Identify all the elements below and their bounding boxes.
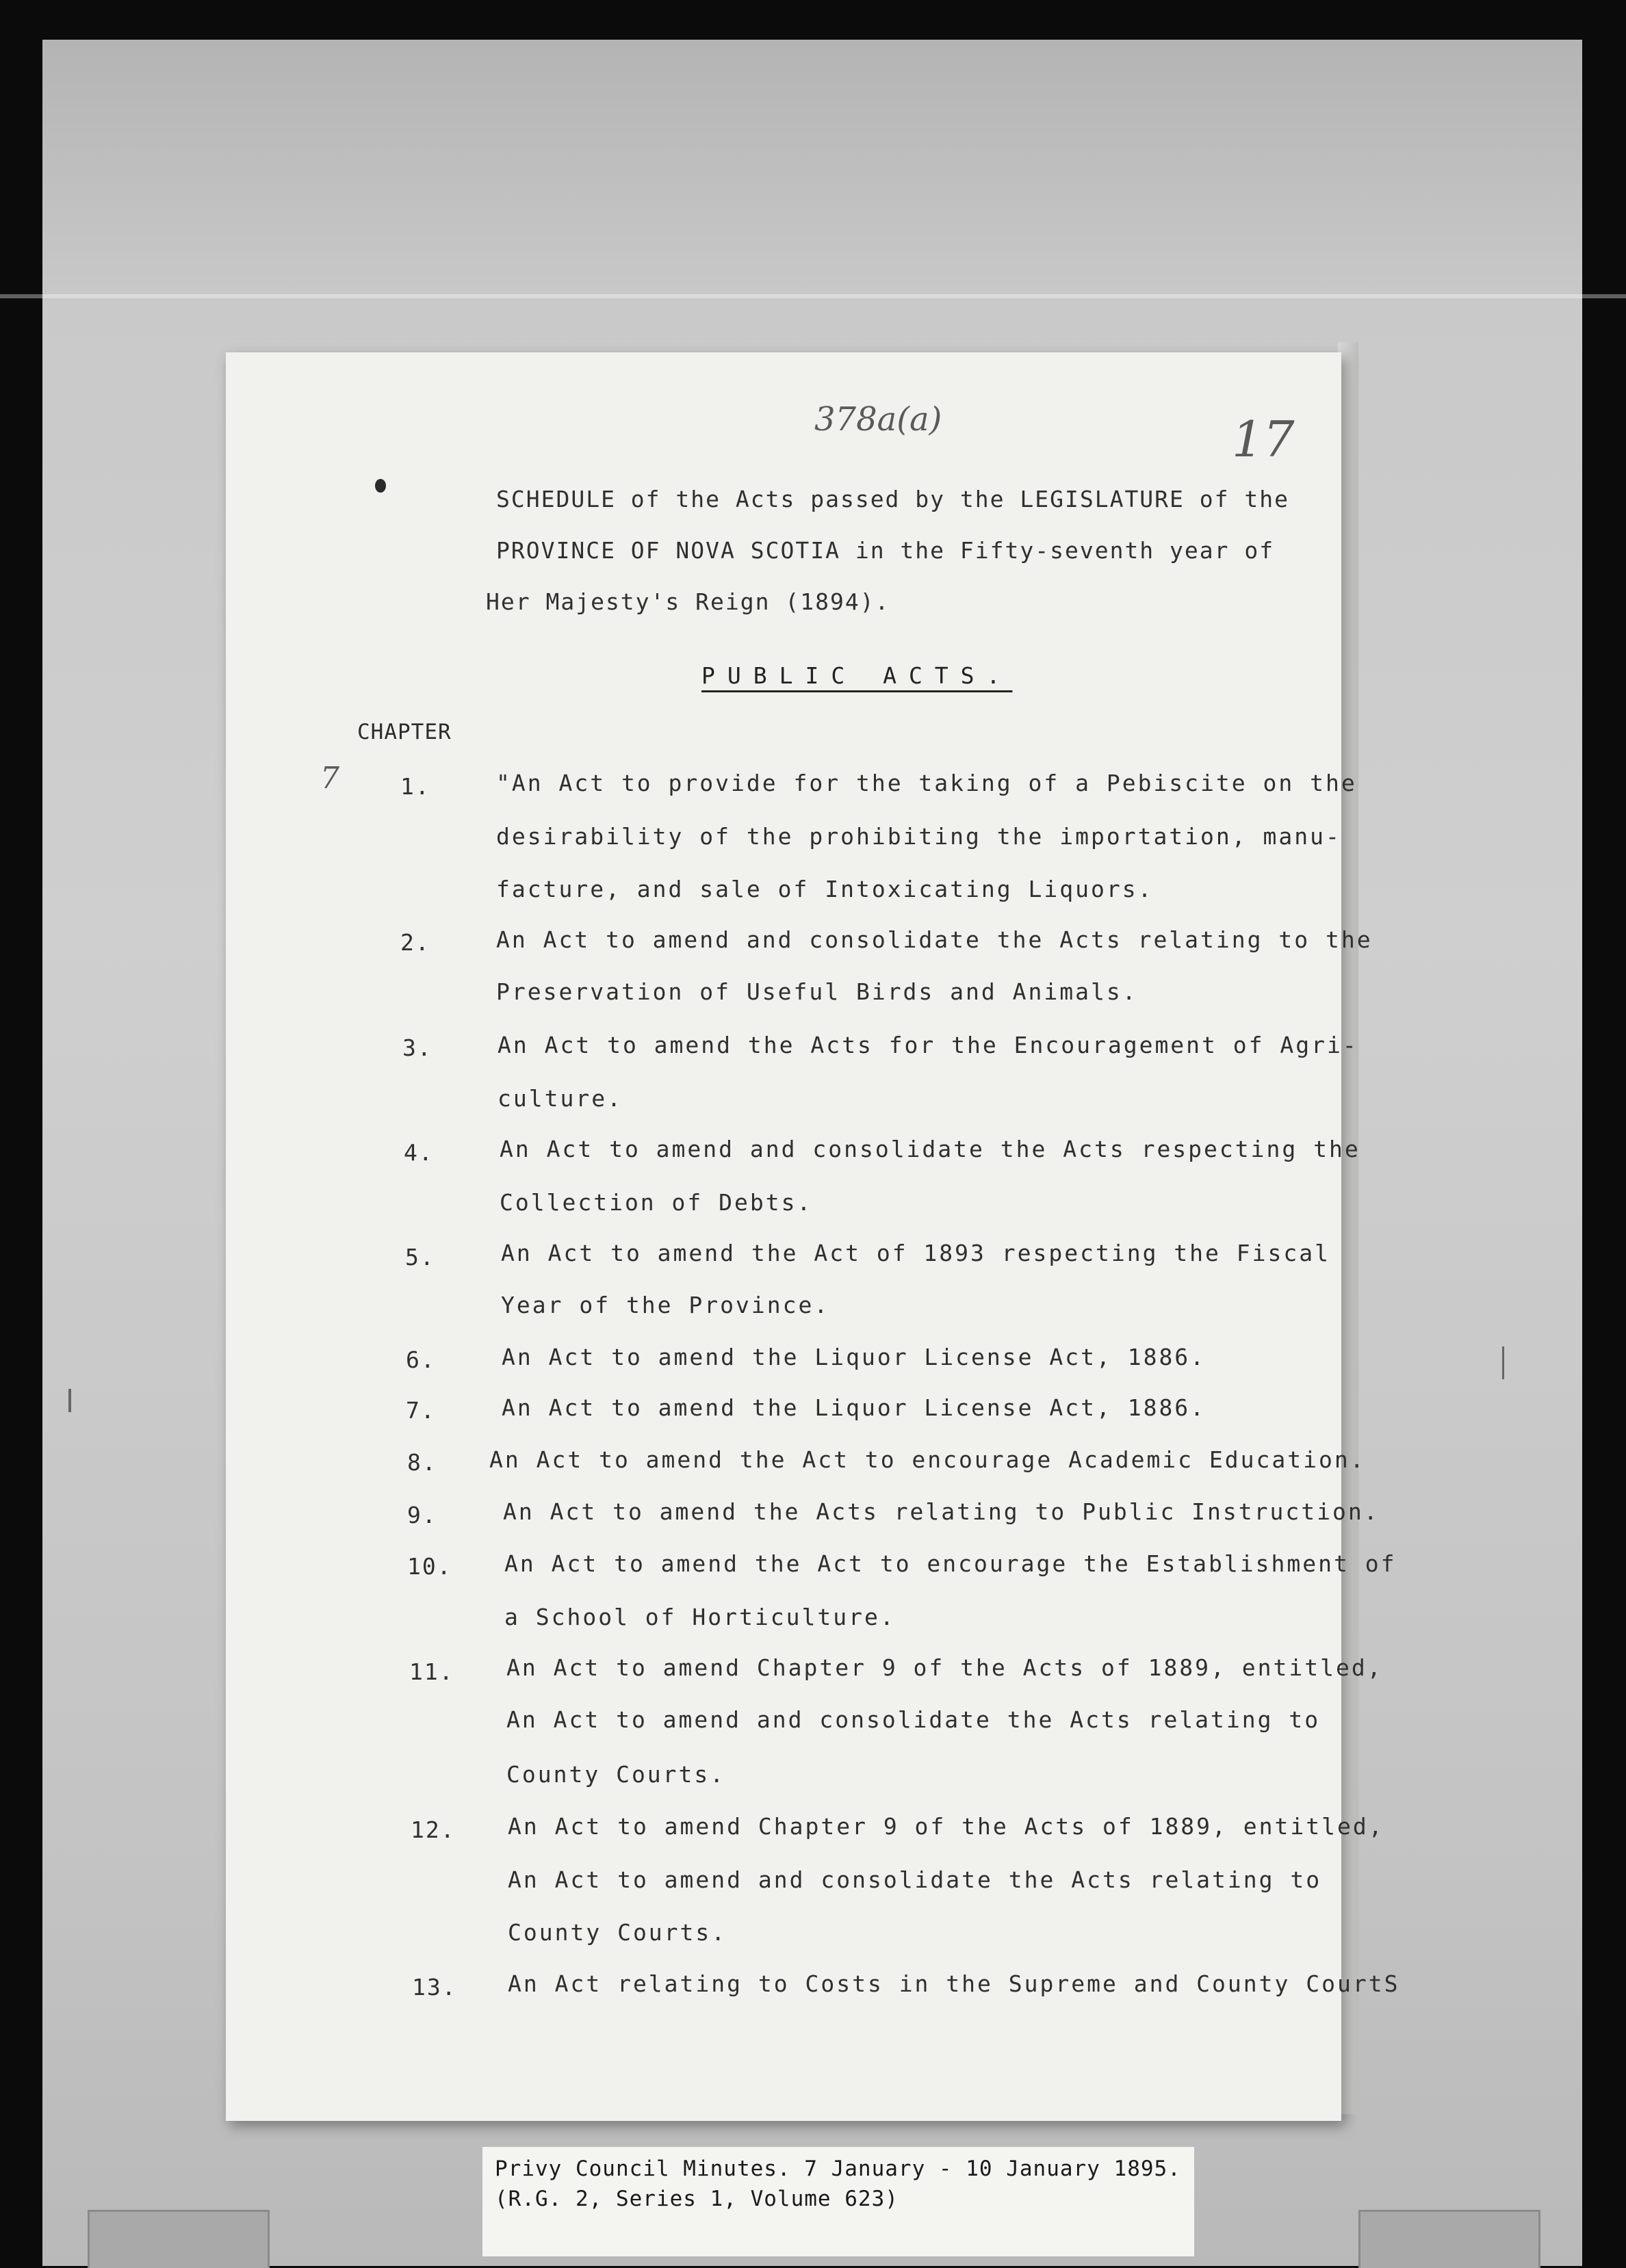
folio-number: 378a(a)	[814, 400, 942, 439]
act-number: 10.	[407, 1553, 452, 1580]
act-number: 5.	[405, 1244, 435, 1270]
act-line: culture.	[498, 1085, 623, 1112]
act-line: a School of Horticulture.	[504, 1604, 896, 1630]
act-line: County Courts.	[508, 1919, 727, 1946]
act-number: 9.	[407, 1502, 437, 1528]
act-line: An Act to amend the Liquor License Act, 1886.	[502, 1394, 1206, 1421]
margin-seven: 7	[320, 761, 339, 796]
document-sheet	[226, 352, 1341, 2121]
act-line: An Act to amend and consolidate the Acts relating to	[508, 1866, 1322, 1893]
act-line: An Act to amend the Acts relating to Public Instruction.	[503, 1498, 1380, 1525]
act-line: An Act to amend the Act of 1893 respecting the Fiscal	[501, 1240, 1330, 1266]
act-number: 3.	[402, 1034, 433, 1061]
ink-blot	[375, 479, 386, 493]
act-line: An Act to amend Chapter 9 of the Acts of 1889, entitled,	[508, 1813, 1384, 1840]
act-line: facture, and sale of Intoxicating Liquors.	[496, 876, 1154, 902]
act-line: An Act to amend the Acts for the Encouragement of Agri-	[498, 1032, 1358, 1058]
backdrop-rule	[0, 294, 1626, 298]
act-line: An Act to amend and consolidate the Acts relating to	[506, 1706, 1321, 1733]
archive-label-line: (R.G. 2, Series 1, Volume 623)	[495, 2187, 899, 2211]
archive-label-line: Privy Council Minutes. 7 January - 10 January 1895.	[495, 2156, 1181, 2181]
act-line: An Act to amend the Liquor License Act, 1886.	[502, 1344, 1206, 1370]
act-line: Year of the Province.	[501, 1292, 830, 1318]
act-number: 1.	[400, 773, 430, 800]
act-line: An Act to amend the Act to encourage the Establishment of	[504, 1550, 1397, 1577]
act-line: Preservation of Useful Birds and Animals.	[496, 978, 1138, 1005]
header-line: Her Majesty's Reign (1894).	[486, 588, 890, 615]
act-line: An Act to amend and consolidate the Acts respecting the	[500, 1136, 1360, 1162]
act-number: 2.	[400, 929, 430, 956]
archive-label	[482, 2147, 1194, 2256]
header-line: PROVINCE OF NOVA SCOTIA in the Fifty-seventh year of	[496, 537, 1275, 564]
act-line: An Act to amend and consolidate the Acts relating to the	[496, 926, 1373, 953]
act-line: County Courts.	[506, 1761, 726, 1788]
act-line: An Act relating to Costs in the Supreme and County CourtS	[508, 1970, 1400, 1997]
act-number: 8.	[407, 1449, 437, 1476]
act-number: 11.	[409, 1658, 454, 1685]
act-number: 13.	[412, 1974, 457, 2000]
act-line: An Act to amend Chapter 9 of the Acts of 1889, entitled,	[506, 1654, 1383, 1681]
act-line: desirability of the prohibiting the importation, manu-	[496, 823, 1341, 850]
act-line: "An Act to provide for the taking of a Pebiscite on the	[496, 770, 1357, 796]
binder-clip-left	[88, 2210, 270, 2268]
binder-clip-right	[1358, 2210, 1540, 2268]
margin-mark	[1502, 1346, 1504, 1379]
act-number: 7.	[406, 1397, 436, 1424]
act-number: 4.	[404, 1139, 434, 1166]
act-line: Collection of Debts.	[500, 1189, 813, 1216]
act-number: 12.	[411, 1816, 456, 1843]
margin-mark	[68, 1389, 71, 1412]
page-number: 17	[1232, 410, 1295, 468]
header-line: SCHEDULE of the Acts passed by the LEGISLATURE of the	[496, 486, 1289, 512]
act-number: 6.	[406, 1346, 436, 1373]
chapter-label: CHAPTER	[357, 720, 452, 744]
section-title: PUBLIC ACTS.	[701, 662, 1013, 689]
act-line: An Act to amend the Act to encourage Academic Education.	[489, 1446, 1366, 1473]
